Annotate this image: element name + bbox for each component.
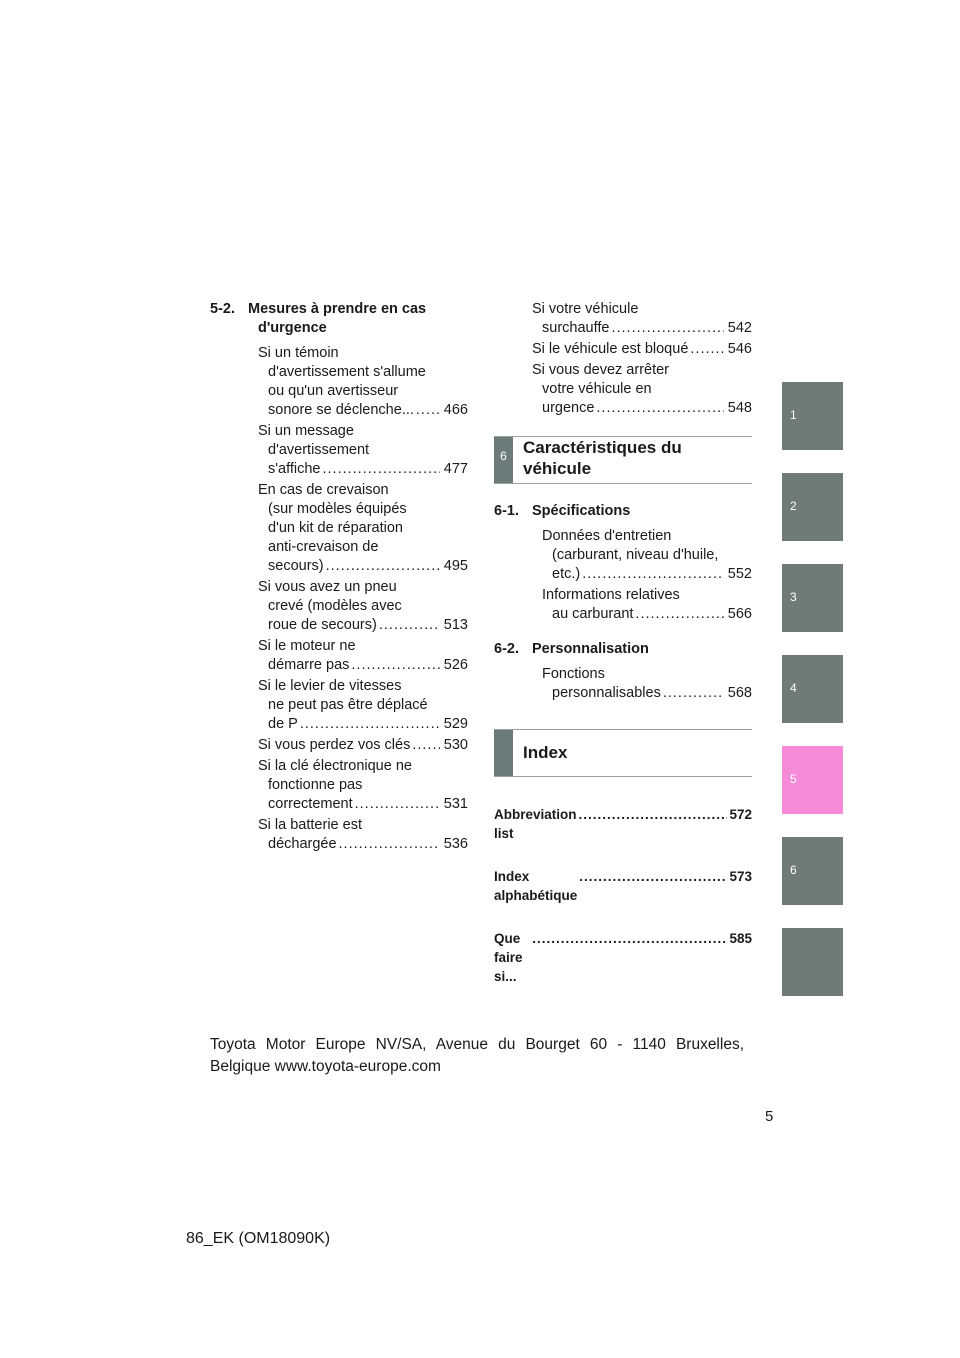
index-entry-label: Que faire si... <box>494 931 523 984</box>
toc-entry-text: Si vous perdez vos clés <box>258 737 411 753</box>
page-ref: 466 <box>443 402 468 418</box>
page-ref: 531 <box>443 796 468 812</box>
index-entry-list <box>494 805 752 986</box>
leader-dots <box>339 835 440 854</box>
toc-entry-line <box>542 565 752 584</box>
toc-right-column <box>494 300 752 1010</box>
toc-entry-text: démarre pas <box>268 657 350 673</box>
index-heading <box>494 729 752 777</box>
index-entry <box>494 929 752 986</box>
section-number: 5-2. <box>210 301 235 317</box>
leader-dots <box>326 557 440 576</box>
page-ref: 585 <box>729 931 752 946</box>
chapter-tab-label: 3 <box>790 590 797 604</box>
leader-dots <box>579 867 727 886</box>
index-entry-label: Abbreviation list <box>494 807 577 841</box>
leader-dots <box>532 929 727 948</box>
toc-entry <box>494 340 752 359</box>
toc-entry-line: ou qu'un avertisseur <box>268 383 399 399</box>
chapter-tabs <box>782 382 843 1019</box>
toc-entry-line: Si la batterie est <box>258 817 362 833</box>
page-ref: 477 <box>443 461 468 477</box>
leader-dots <box>351 656 439 675</box>
toc-entry-line: ne peut pas être déplacé <box>268 697 428 713</box>
index-entry-label: Index alphabétique <box>494 869 578 903</box>
toc-entry-text: correctement <box>268 796 353 812</box>
chapter-title <box>523 437 682 479</box>
toc-entry <box>210 481 468 576</box>
leader-dots <box>355 795 440 814</box>
toc-entry <box>494 361 752 418</box>
toc-entry-line: Données d'entretien <box>542 528 672 544</box>
toc-entry-line <box>258 736 468 755</box>
leader-dots <box>596 399 723 418</box>
right-top-entry-list <box>494 300 752 418</box>
section-title: Spécifications <box>532 503 631 519</box>
index-entry <box>494 805 752 843</box>
page-ref: 566 <box>727 606 752 622</box>
section-heading-6-2 <box>494 640 752 659</box>
chapter-tab-index[interactable] <box>782 928 843 996</box>
toc-entry-text: surchauffe <box>542 320 610 336</box>
page-ref: 530 <box>443 737 468 753</box>
chapter-6-heading <box>494 436 752 484</box>
toc-entry-line: (carburant, niveau d'huile, <box>552 547 719 563</box>
toc-entry-line: Informations relatives <box>542 587 680 603</box>
page-ref: 495 <box>443 558 468 574</box>
index-entry <box>494 867 752 905</box>
toc-entry-line <box>258 616 468 635</box>
toc-entry-line <box>542 684 752 703</box>
leader-dots <box>635 605 723 624</box>
page-number: 5 <box>765 1108 774 1125</box>
toc-entry <box>210 344 468 420</box>
toc-entry-text: urgence <box>542 400 595 416</box>
toc-entry-text: de P <box>268 716 298 732</box>
page-ref: 536 <box>443 836 468 852</box>
toc-entry-line <box>258 460 468 479</box>
page-ref: 526 <box>443 657 468 673</box>
page-ref: 513 <box>443 617 468 633</box>
toc-entry-line: d'avertissement <box>268 442 370 458</box>
toc-entry <box>494 665 752 703</box>
toc-entry-line: Si la clé électronique ne <box>258 758 412 774</box>
chapter-tab-5[interactable] <box>782 746 843 814</box>
toc-entry-line: Si un témoin <box>258 345 339 361</box>
chapter-tab-label: 4 <box>790 681 797 695</box>
chapter-title-line-1: Caractéristiques du <box>523 438 682 457</box>
index-title: Index <box>523 743 568 762</box>
toc-entry-line: votre véhicule en <box>542 381 652 397</box>
toc-entry-line: Si votre véhicule <box>532 301 639 317</box>
toc-entry-line <box>258 835 468 854</box>
toc-entry <box>210 637 468 675</box>
index-tab <box>494 730 513 776</box>
toc-entry-line <box>258 715 468 734</box>
chapter-tab-label: 5 <box>790 772 797 786</box>
chapter-tab-6[interactable] <box>782 837 843 905</box>
chapter-tab-1[interactable] <box>782 382 843 450</box>
leader-dots <box>663 684 724 703</box>
chapter-tab-label: 2 <box>790 499 797 513</box>
toc-entry-line: Si le levier de vitesses <box>258 678 402 694</box>
leader-dots <box>322 460 439 479</box>
toc-entry-line: anti-crevaison de <box>268 539 379 555</box>
toc-entry-line <box>258 401 468 420</box>
chapter-tab-4[interactable] <box>782 655 843 723</box>
toc-entry-line: fonctionne pas <box>268 777 363 793</box>
toc-entry-line <box>532 340 752 359</box>
toc-entry-line: Si un message <box>258 423 354 439</box>
section-heading-5-2 <box>210 300 468 338</box>
chapter-tab-3[interactable] <box>782 564 843 632</box>
toc-entry <box>494 527 752 584</box>
toc-entry-line <box>532 399 752 418</box>
leader-dots <box>300 715 440 734</box>
toc-entry-text: s'affiche <box>268 461 321 477</box>
section-title: Personnalisation <box>532 641 649 657</box>
toc-entry-text: au carburant <box>552 606 634 622</box>
section-6-2-entry-list <box>494 665 752 703</box>
toc-entry-text: Si le véhicule est bloqué <box>532 341 689 357</box>
section-6-1-entry-list <box>494 527 752 624</box>
leader-dots <box>582 565 724 584</box>
leader-dots <box>412 736 439 755</box>
toc-entry-line <box>258 557 468 576</box>
toc-entry <box>494 586 752 624</box>
toc-entry <box>210 677 468 734</box>
left-entry-list <box>210 344 468 854</box>
toc-entry-line <box>532 319 752 338</box>
toc-entry-line: d'un kit de réparation <box>268 520 403 536</box>
toc-entry-text: etc.) <box>552 566 581 582</box>
toc-entry-line <box>258 656 468 675</box>
toc-entry-line: Si le moteur ne <box>258 638 356 654</box>
toc-entry-line <box>258 795 468 814</box>
toc-entry-line <box>542 605 752 624</box>
section-title-line-1: Mesures à prendre en cas <box>248 301 427 317</box>
toc-entry-text: sonore se déclenche... <box>268 402 414 418</box>
toc-entry <box>210 578 468 635</box>
chapter-tab-label: 6 <box>790 863 797 877</box>
chapter-tab-label: 1 <box>790 408 797 422</box>
page-ref: 552 <box>727 566 752 582</box>
toc-entry-line: d'avertissement s'allume <box>268 364 426 380</box>
page-ref: 542 <box>727 320 752 336</box>
toc-entry <box>494 300 752 338</box>
leader-dots <box>579 805 728 824</box>
chapter-title-line-2: véhicule <box>523 459 592 478</box>
toc-entry-text: roue de secours) <box>268 617 377 633</box>
toc-entry <box>210 422 468 479</box>
chapter-tab-2[interactable] <box>782 473 843 541</box>
toc-entry-text: déchargée <box>268 836 337 852</box>
page-ref: 568 <box>727 685 752 701</box>
footer-address: Toyota Motor Europe NV/SA, Avenue du Bourget 60 - 1140 Bruxelles, Belgique www.toyota-europe.com <box>210 1036 744 1075</box>
leader-dots <box>379 616 440 635</box>
section-number: 6-2. <box>494 641 519 657</box>
toc-entry-text: secours) <box>268 558 324 574</box>
section-number: 6-1. <box>494 503 519 519</box>
toc-entry-line: Si vous avez un pneu <box>258 579 397 595</box>
document-code: 86_EK (OM18090K) <box>186 1230 331 1247</box>
toc-entry-line: crevé (modèles avec <box>268 598 402 614</box>
toc-entry-line: En cas de crevaison <box>258 482 389 498</box>
toc-entry <box>210 757 468 814</box>
chapter-tab: 6 <box>494 437 513 483</box>
toc-entry <box>210 816 468 854</box>
section-heading-6-1 <box>494 502 752 521</box>
toc-left-column <box>210 300 468 856</box>
section-title-line-2: d'urgence <box>258 320 327 336</box>
toc-entry-line: (sur modèles équipés <box>268 501 407 517</box>
page-ref: 546 <box>727 341 752 357</box>
leader-dots <box>611 319 723 338</box>
page-ref: 572 <box>729 807 752 822</box>
page-ref: 573 <box>729 869 752 884</box>
toc-entry-text: personnalisables <box>552 685 661 701</box>
toc-entry <box>210 736 468 755</box>
page-ref: 548 <box>727 400 752 416</box>
toc-entry-line: Si vous devez arrêter <box>532 362 670 378</box>
toc-entry-line: Fonctions <box>542 666 605 682</box>
leader-dots <box>690 340 723 359</box>
leader-dots <box>416 401 440 420</box>
page-ref: 529 <box>443 716 468 732</box>
